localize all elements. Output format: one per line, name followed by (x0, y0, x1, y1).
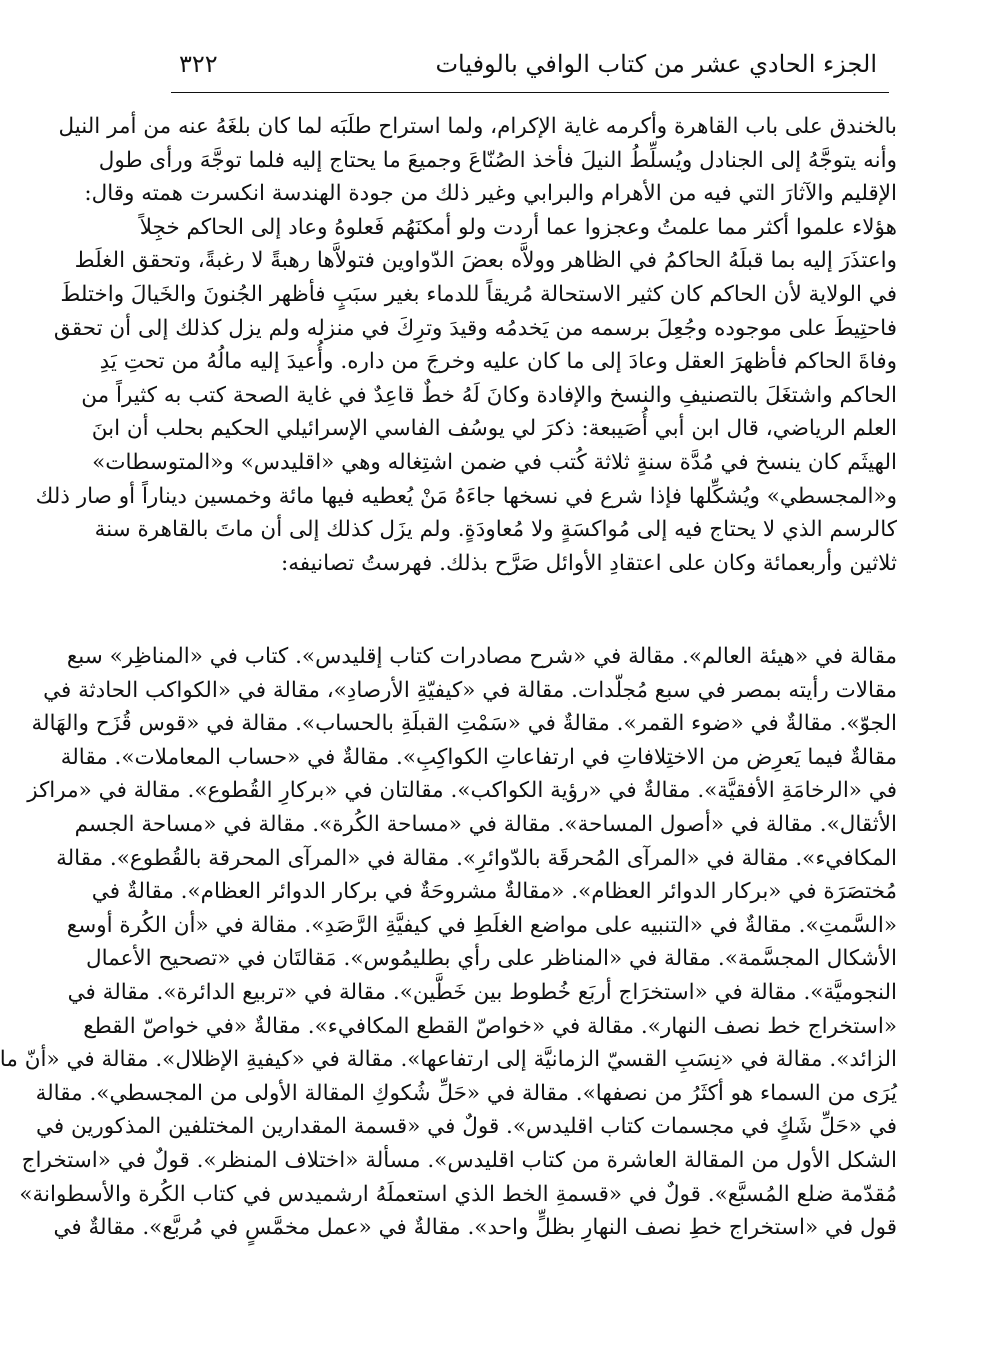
works-list (0, 640, 897, 1245)
text-line: مقالات رأيته بمصر في سبع مُجلّدات. مقالة في «كيفيّةِ الأرصادِ»، مقالة في «الكواكب الحادثة في (43, 677, 897, 703)
text-line: النجوميَّة». مقالة في «استخرَاج أربَع خُطوط بين خَطَّين». مقالة في «تربيع الدائرة». مقالة في (67, 979, 897, 1005)
text-line: واعتذَرَ إليه بما قبلَهُ الحاكمُ في الظاهر وولاَّه بعضَ الدّواوين فتولاَّها رهبةً لا رغبةً، وتحقق الغلَط (74, 248, 897, 274)
text-line: وأنه يتوجَّهُ إلى الجنادل ويُسلِّطُ النيلَ فأخذ الصُنّاعَ وجميعَ ما يحتاج إليه فلما توجَّهَ ورأى طول (98, 147, 897, 173)
biography-paragraph (35, 110, 897, 580)
text-line: العلم الرياضي، قال ابن أبي أُصَيبعة: ذكرَ لي يوسُف الفاسي الإسرائيلي الحكيم بحلب أن ابنَ (91, 416, 897, 442)
text-line: المكافيء». مقالة في «المرآى المُحرقَة بالدّوائرِ». مقالة في «المرآى المحرقة بالقُطوع». مقالة (56, 845, 897, 871)
text-line: الإقليم والآثارَ التي فيه من الأهرام والبرابي وغير ذلك من جودة الهندسة انكسرت همته وقال: (84, 181, 897, 207)
text-line: هؤلاء علموا أكثر مما علمتُ وعجزوا عما أردت ولو أمكنَهُم فَعلوهُ وعاد إلى الحاكم خجِلاً (139, 214, 897, 240)
text-line: مقالةٌ فيما يَعرِض من الاختِلافاتِ في ارتفاعاتِ الكواكِبِ». مقالةٌ في «حساب المعاملات». مقالة (60, 744, 897, 770)
text-line: الأشكال المجسَّمة». مقالة في «المناظر على رأي بطليمُوس». مَقالتَان في «تصحيح الأعمال (85, 946, 897, 972)
works-list-paragraph (0, 640, 897, 1245)
text-line: يُرَى من السماء هو أكثَرُ من نصفها». مقالة في «حَلِّ شُكوكِ المقالة الأولى من المجسطي». مقالة (35, 1080, 897, 1106)
text-line: الشكل الأول من المقالة العاشرة من كتاب اقليدس». مسألة «اختلاف المنظر». قولٌ في «استخراج (21, 1147, 897, 1173)
text-line: الزائد». مقالة في «نِسَبِ القسيّ الزمانيَّة إلى ارتفاعها». مقالة في «كيفيةِ الإظلال». مقالة في «أنّ ما (0, 1047, 897, 1073)
text-line: في «الرخامَةِ الأفقيَّة». مقالةٌ في «رؤية الكواكب». مقالتان في «بركارِ القُطوع». مقالة في «مراكز (27, 778, 897, 804)
text-line: في «حَلِّ شَكٍ في مجسمات كتاب اقليدس». قولٌ في «قسمة المقدارين المختلفين المذكورين في (35, 1114, 897, 1140)
text-line: قول في «استخراج خطِ نصف النهارِ بظلٍّ واحد». مقالةٌ في «عمل مخمَّسٍ في مُربَّع». مقالةٌ في (53, 1215, 897, 1241)
text-line: فاحتِيطَ على موجوده وجُعِلَ برسمه من يَخدمُه وقيدَ وترِكَ في منزله ولم يزل كذلك إلى أن تحقق (53, 315, 897, 341)
header-divider (171, 92, 889, 93)
text-line: في الولاية لأن الحاكم كان كثير الاستحالة مُريقاً للدماء بغير سبَبٍ فأظهر الجُنونَ والخَيالَ واختلطَ (60, 281, 897, 307)
text-line: الحاكم واشتغَلَ بالتصنيفِ والنسخ والإفادة وكانَ لَهُ خطٌ قاعِدٌ في غاية الصحة كتب به كثيراً من (81, 382, 897, 408)
text-line: بالخندق على باب القاهرة وأكرمه غاية الإكرام، ولما استراح طلَبَه لما كان بلغَهُ عنه من أمر النيل (58, 114, 897, 139)
text-line: الهيثَم كان ينسخ في مُدَّة سنةٍ ثلاثة كُتب في ضمن اشتِغاله وهي «اقليدس» و«المتوسطات» (92, 449, 897, 475)
text-line: وفاةَ الحاكم فأظهرَ العقل وعادَ إلى ما كان عليه وخرجَ من داره. وأُعيدَ إليه مالُهُ من تحتِ يَدِ (99, 349, 897, 375)
text-line: الجوّ». مقالةٌ في «ضوء القمر». مقالةٌ في «سَمْتِ القبلَةِ بالحساب». مقالة في «قوس قُزَح والهَالة (31, 711, 897, 737)
text-line: مُختصَرَة في «بركار الدوائر العظام». «مقالةٌ مشروحَةٌ في بركار الدوائر العظام». مقالةٌ في (91, 879, 897, 905)
text-line: ثلاثين وأربعمائة وكان على اعتقادِ الأوائل صَرَّح بذلك. فهرستُ تصانيفه: (281, 550, 897, 576)
page-number: ٣٢٢ (179, 50, 218, 78)
text-line: مقالة في «هيئة العالم». مقالة في «شرح مصادرات كتاب إقليدس». كتاب في «المناظِر» سبع (66, 644, 897, 669)
text-line: و«المجسطي» ويُشكِّلها فإذا شرع في نسخها جاءَهُ مَنْ يُعطيه فيها مائة وخمسين ديناراً أو صار ذلك (35, 483, 897, 509)
main-paragraph (35, 110, 897, 594)
text-line: «السَّمتِ». مقالةٌ في «التنبيه على مواضع الغلَطِ في كيفيَّةِ الرَّصَدِ». مقالة في «أن الكُرة أوسع (66, 912, 897, 938)
text-line: مُقدّمة ضلع المُسبَّع». قولٌ في «قسمةِ الخط الذي استعملَهُ ارشميدس في كتاب الكُرة والأسطوانة» (19, 1181, 897, 1207)
running-title: الجزء الحادي عشر من كتاب الوافي بالوفيات (435, 50, 877, 78)
text-line: الأثقال». مقالة في «أصول المساحة». مقالة في «مساحة الكُرة». مقالة في «مساحة الجسم (74, 811, 897, 837)
text-line: كالرسم الذي لا يحتاج فيه إلى مُواكسَةٍ ولا مُعاودَةٍ. ولم يزَل كذلك إلى أن ماتَ بالقاهرة سنة (94, 517, 897, 543)
running-header (179, 44, 877, 84)
text-line: «استخراج خط نصف النهار». مقالة في «خواصّ القطع المكافيء». مقالةٌ «في خواصّ القطع (83, 1013, 897, 1039)
